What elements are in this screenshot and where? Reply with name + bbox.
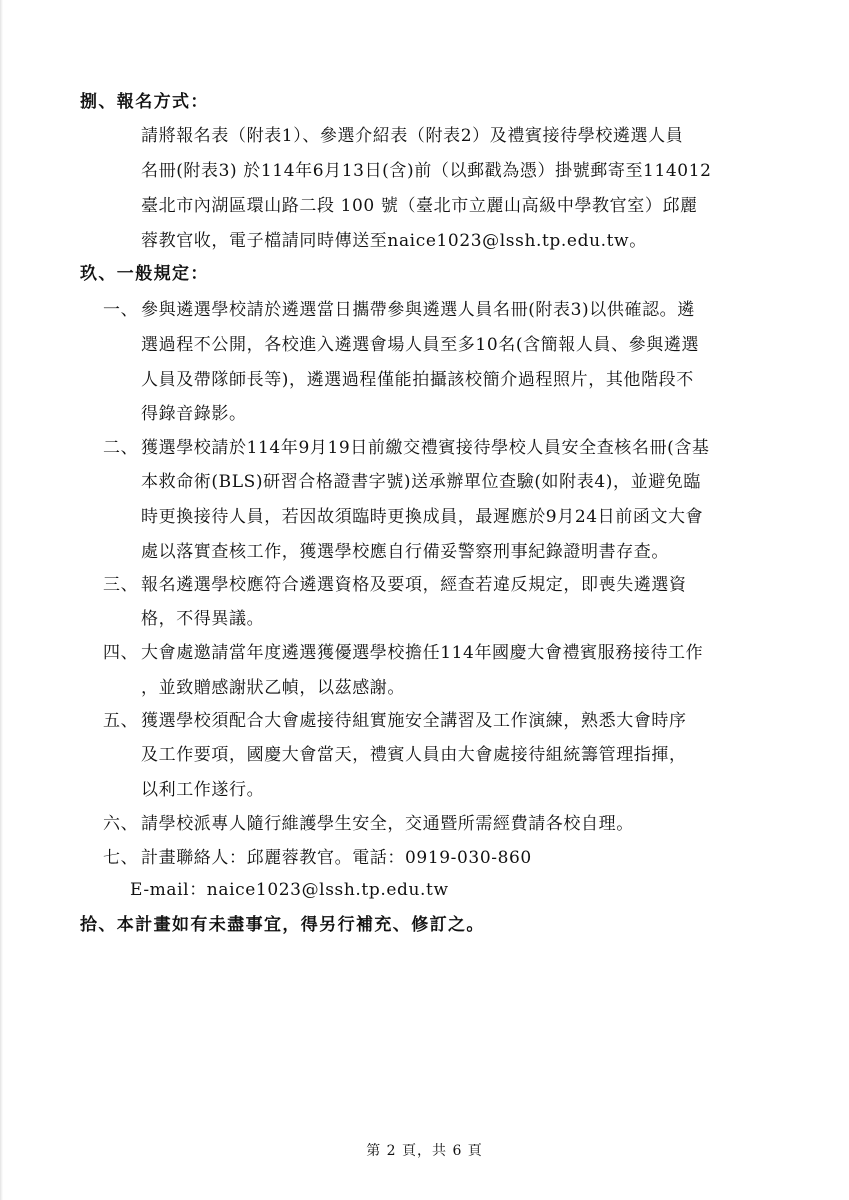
- rule-item-line: ，並致贈感謝狀乙幀，以茲感謝。: [141, 678, 405, 698]
- rule-item-line: 選過程不公開，各校進入遴選會場人員至多10名(含簡報人員、參與遴選: [141, 335, 700, 355]
- rule-item-label: 七、: [103, 848, 139, 868]
- rule-item-line: 參與遴選學校請於遴選當日攜帶參與遴選人員名冊(附表3)以供確認。遴: [141, 300, 695, 320]
- rule-item-line: 時更換接待人員，若因故須臨時更換成員，最遲應於9月24日前函文大會: [141, 507, 704, 527]
- rule-item-label: 四、: [103, 643, 139, 663]
- section-10-title: 拾、本計畫如有未盡事宜，得另行補充、修訂之。: [80, 915, 485, 935]
- contact-email-line: E-mail：naice1023@lssh.tp.edu.tw: [130, 880, 449, 900]
- section-8-line: 臺北市內湖區環山路二段 100 號（臺北市立麗山高級中學教官室）邱麗: [141, 196, 698, 216]
- contact-person-line: 計畫聯絡人：邱麗蓉教官。電話：0919-030-860: [141, 848, 532, 868]
- rule-item-line: 大會處邀請當年度遴選獲優選學校擔任114年國慶大會禮賓服務接待工作: [141, 643, 704, 663]
- rule-item-line: 請學校派專人隨行維護學生安全，交通暨所需經費請各校自理。: [141, 814, 634, 834]
- section-9-title: 玖、一般規定：: [80, 264, 209, 284]
- rule-item-label: 一、: [103, 300, 139, 320]
- rule-item-line: 得錄音錄影。: [141, 404, 247, 424]
- rule-item-label: 五、: [103, 711, 139, 731]
- rule-item-label: 六、: [103, 814, 139, 834]
- section-8-line: 請將報名表（附表1）、參選介紹表（附表2）及禮賓接待學校遴選人員: [141, 126, 684, 146]
- rule-item-line: 處以落實查核工作，獲選學校應自行備妥警察刑事紀錄證明書存查。: [141, 542, 669, 562]
- rule-item-line: 以利工作遂行。: [141, 780, 265, 800]
- rule-item-line: 人員及帶隊師長等)，遴選過程僅能拍攝該校簡介過程照片，其他階段不: [141, 370, 694, 390]
- section-8-title: 捌、報名方式：: [80, 92, 209, 112]
- rule-item-line: 本救命術(BLS)研習合格證書字號)送承辦單位查驗(如附表4)，並避免臨: [141, 472, 702, 492]
- rule-item-line: 及工作要項，國慶大會當天，禮賓人員由大會處接待組統籌管理指揮，: [141, 745, 687, 765]
- rule-item-label: 二、: [103, 438, 139, 458]
- section-8-line: 名冊(附表3) 於114年6月13日(含)前（以郵戳為憑）掛號郵寄至114012: [141, 161, 712, 181]
- rule-item-line: 獲選學校須配合大會處接待組實施安全講習及工作演練，熟悉大會時序: [141, 711, 687, 731]
- page-number: 第 2 頁，共 6 頁: [366, 1143, 483, 1159]
- rule-item-line: 報名遴選學校應符合遴選資格及要項，經查若違反規定，即喪失遴選資: [141, 575, 687, 595]
- rule-item-line: 格，不得異議。: [141, 609, 265, 629]
- rule-item-label: 三、: [103, 575, 139, 595]
- rule-item-line: 獲選學校請於114年9月19日前繳交禮賓接待學校人員安全查核名冊(含基: [141, 438, 710, 458]
- section-8-line: 蓉教官收，電子檔請同時傳送至naice1023@lssh.tp.edu.tw。: [141, 231, 647, 251]
- scan-edge: [0, 0, 3, 1200]
